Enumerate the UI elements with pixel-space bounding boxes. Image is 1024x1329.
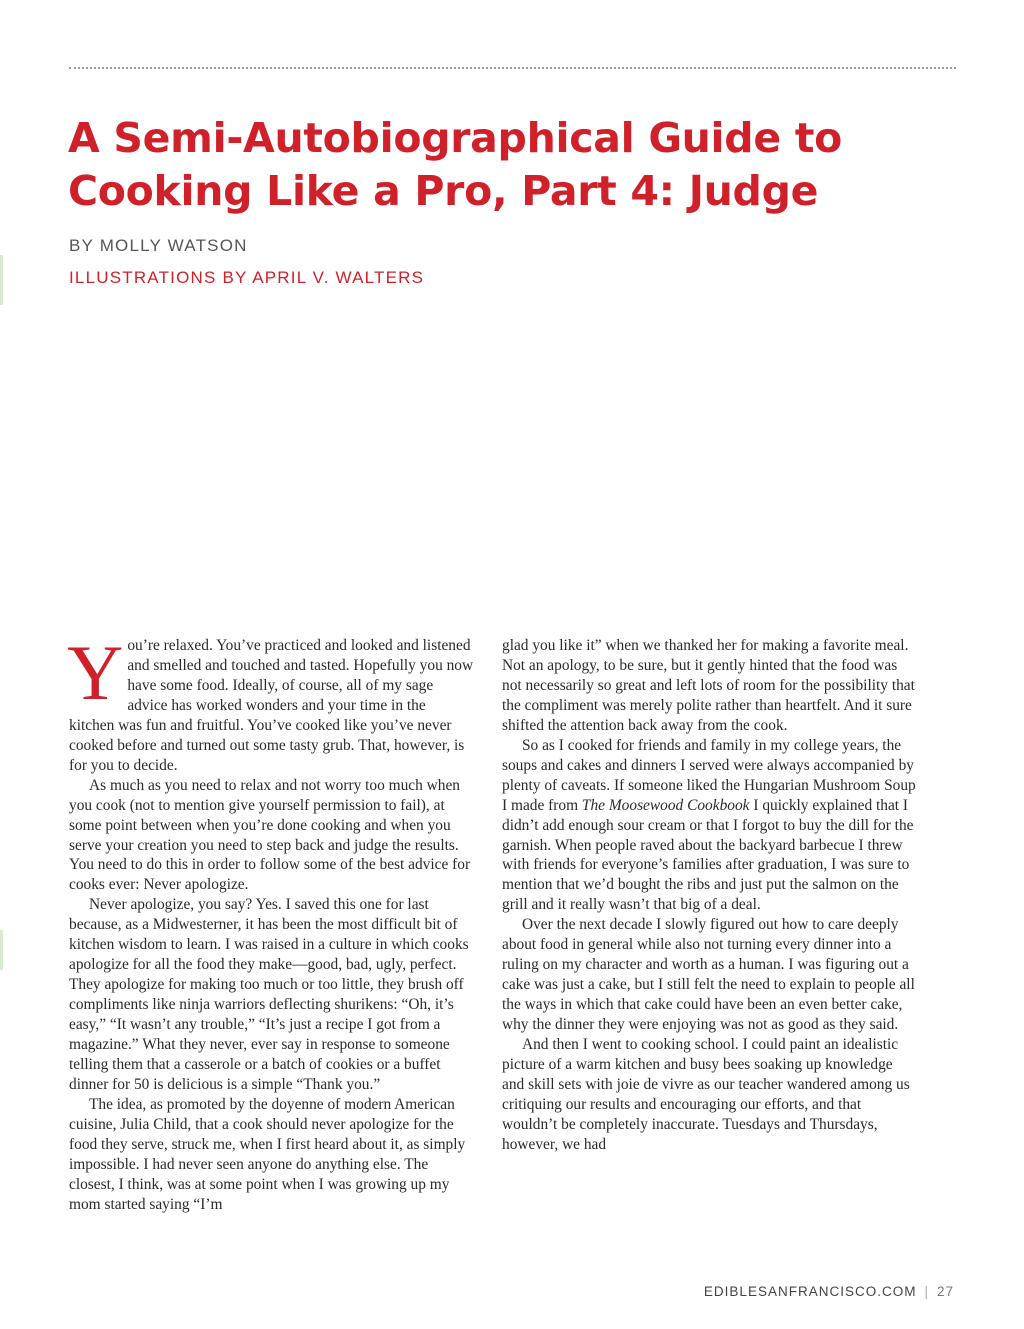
page-footer [704,1284,954,1299]
page-number: 27 [936,1284,954,1299]
article-paragraph: The idea, as promoted by the doyenne of modern American cuisine, Julia Child, that a cook should never apologize for the food they serve, struck me, when I first heard about it, as simply impossible. I had never seen anyone do anything else. The closest, I think, was at some point when I was growing up my mom started saying “I’m [69,1095,466,1213]
article-paragraph: Never apologize, you say? Yes. I saved this one for last because, as a Midwesterner, it has been the most difficult bit of kitchen wisdom to learn. I was raised in a culture in which cooks apologize for all the food they make—good, bad, ugly, perfect. They apologize for making too much or too little, they brush off compliments like ninja warriors deflecting shurikens: “Oh, it’s easy,” “It wasn’t any trouble,” “It’s just a recipe I got from a magazine.” What they never, ever say in response to someone telling them that a casserole or a batch of cookies or a buffet dinner for 50 is delicious is a simple “Thank you.” [69,896,469,1093]
article-paragraph: And then I went to cooking school. I could paint an idealistic picture of a warm kitchen and busy bees soaking up knowledge and skill sets with joie de vivre as our teacher wandered among us critiquing our results and encouraging our efforts, and that wouldn’t be completely inaccurate. Tuesdays and Thursdays, however, we had [502,1036,910,1153]
illustrator-credit: ILLUSTRATIONS BY APRIL V. WALTERS [69,268,425,287]
article-paragraph: glad you like it” when we thanked her for making a favorite meal. Not an apology, to be sure, but it gently hinted that the food was not necessarily so great and left lots of room for the possibility that the compliment was merely polite rather than heartfelt. And it sure shifted the attention back away from the cook. [502,637,915,734]
paragraph-text: So as I cooked for friends and family in my college years, the soups and cakes and dinners I served were always accompanied by plenty of caveats. If someone liked the Hungarian Mushroom Soup I made from [502,736,916,814]
article-column-left [67,629,474,1215]
page-edge-mark [0,930,3,970]
paragraph-text: I quickly explained that I didn’t add enough sour cream or that I forgot to buy the dill for the garnish. When people raved about the backyard barbecue I threw with friends for everyone’s families after graduation, I was sure to mention that we’d bought the ribs and just put the salmon on the grill and it really wasn’t that big of a deal. [502,796,914,914]
author-byline: BY MOLLY WATSON [69,236,248,255]
article-paragraph: As much as you need to relax and not worry too much when you cook (not to mention give yourself permission to fail), at some point between when you’re done cooking and when you serve your creation you need to step back and judge the results. You need to do this in order to follow some of the best advice for cooks ever: Never apologize. [69,776,471,894]
page-edge-mark [0,255,3,305]
footer-site: EDIBLESANFRANCISCO.COM [703,1284,917,1299]
article-column-right [502,636,916,1155]
top-dotted-rule [69,67,956,69]
drop-cap: Y [67,629,124,716]
article-paragraph [502,736,916,916]
paragraph-text: ou’re relaxed. You’ve practiced and looked and listened and smelled and touched and tasted. Hopefully you now have some food. Ideally, of course, all of my sage advice has worked wonders and your time in the kitchen was fun and fruitful. You’ve cooked like you’ve never cooked before and turned out some tasty grub. That, however, is for you to decide. [69,637,474,774]
article-title: A Semi-Autobiographical Guide to Cooking Like a Pro, Part 4: Judge [68,114,843,215]
footer-separator: | [924,1284,929,1299]
book-title: The Moosewood Cookbook [581,796,750,814]
article-paragraph [67,629,474,776]
article-paragraph: Over the next decade I slowly figured out how to care deeply about food in general while also not turning every dinner into a ruling on my character and worth as a human. I was figuring out a cake was just a cake, but I still felt the need to explain to people all the ways in which that cake could have been an even better cake, why the dinner they were enjoying was not as good as they said. [502,916,915,1034]
